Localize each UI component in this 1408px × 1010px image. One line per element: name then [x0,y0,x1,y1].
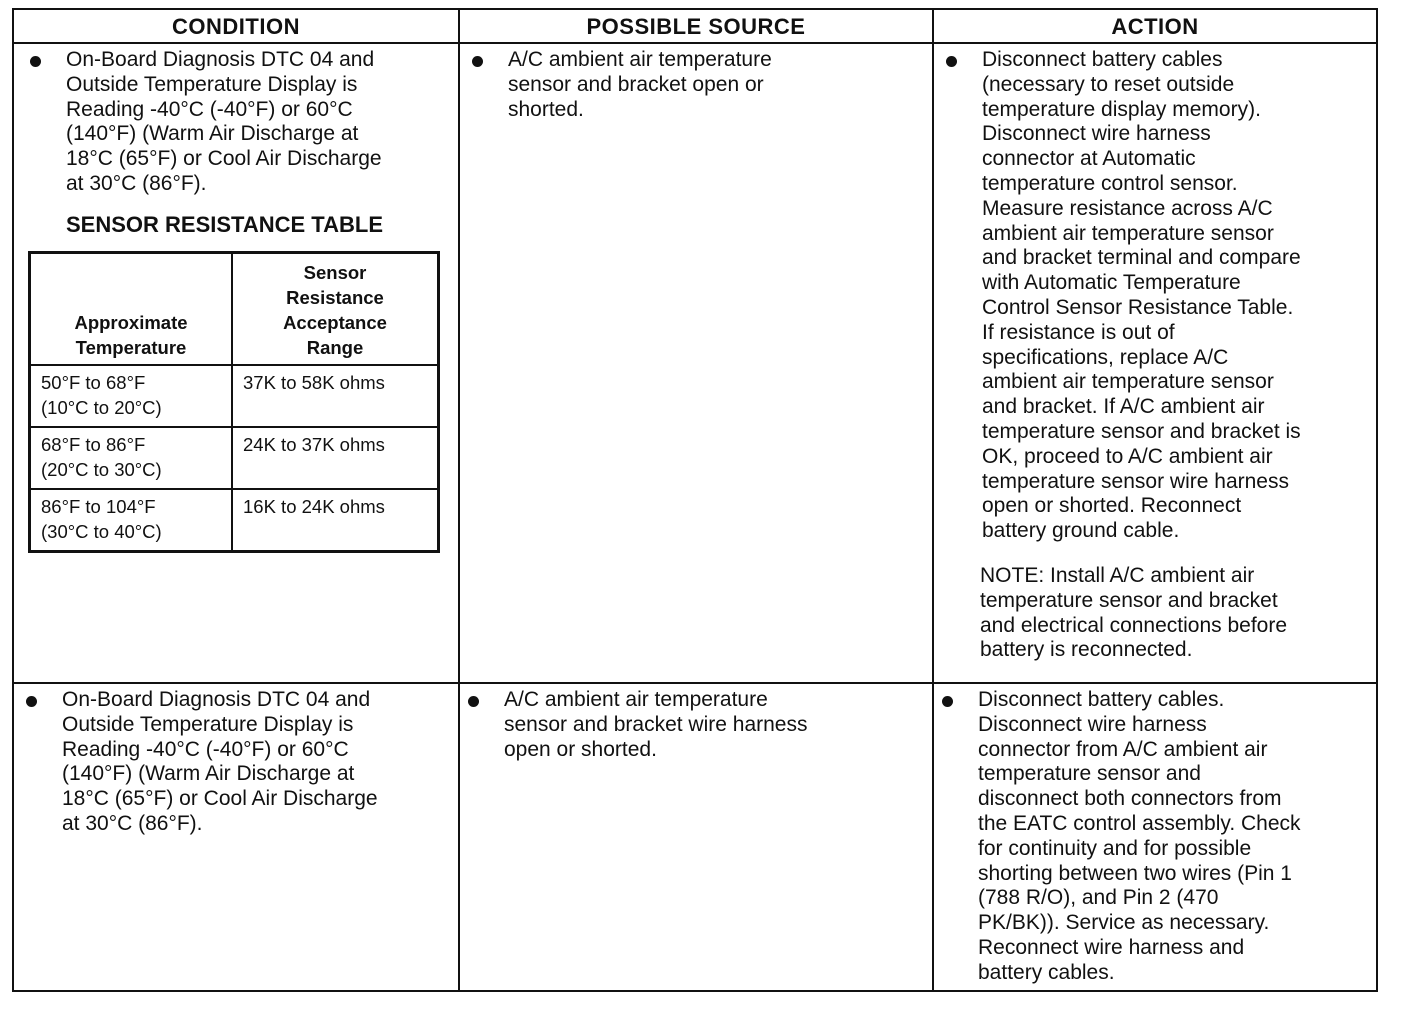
row2-condition: On-Board Diagnosis DTC 04 and Outside Temperature Display is Reading -40°C (-40°F) or 60°C (140°F) (Warm Air Discharge at 18°C (65°F) or Cool Air Discharge at 30°C (86°F). [62,688,378,835]
troubleshooting-table [12,8,1378,992]
bullet-icon [946,56,957,67]
header-condition: CONDITION [172,14,300,39]
resistance-table-title: SENSOR RESISTANCE TABLE [66,212,383,237]
temp-cell: 50°F to 68°F (10°C to 20°C) [30,365,233,427]
row-divider [14,682,1376,684]
col-approximate-temperature: Approximate Temperature [30,253,233,366]
row2-possible-source: A/C ambient air temperature sensor and bracket wire harness open or shorted. [504,688,808,761]
column-divider [458,10,460,990]
col-resistance-range: Sensor Resistance Acceptance Range [232,253,439,366]
row2-action: Disconnect battery cables. Disconnect wire harness connector from A/C ambient air temperature sensor and disconnect both connectors from the EATC control assembly. Check for continuity and for possible shorting between two wires (Pin 1 (788 R/O), and Pin 2 (470 PK/BK)). Service as necessary. Reconnect wire harness and battery cables. [978,688,1301,984]
bullet-icon [472,56,483,67]
sensor-resistance-table [28,251,440,553]
header-action: ACTION [1111,14,1199,39]
table-header-row [30,253,439,366]
row1-condition: On-Board Diagnosis DTC 04 and Outside Temperature Display is Reading -40°C (-40°F) or 60°C (140°F) (Warm Air Discharge at 18°C (65°F) or Cool Air Discharge at 30°C (86°F). [66,48,382,195]
row1-possible-source: A/C ambient air temperature sensor and bracket open or shorted. [508,48,772,121]
range-cell: 37K to 58K ohms [232,365,439,427]
range-cell: 24K to 37K ohms [232,427,439,489]
bullet-icon [468,696,479,707]
header-possible-source: POSSIBLE SOURCE [586,14,806,39]
range-cell: 16K to 24K ohms [232,489,439,551]
table-row [30,427,439,489]
column-divider [932,10,934,990]
temp-cell: 68°F to 86°F (20°C to 30°C) [30,427,233,489]
bullet-icon [942,696,953,707]
temp-cell: 86°F to 104°F (30°C to 40°C) [30,489,233,551]
row1-note: NOTE: Install A/C ambient air temperature sensor and bracket and electrical connections before battery is reconnected. [980,564,1288,662]
table-row [30,489,439,551]
row1-action: Disconnect battery cables (necessary to reset outside temperature display memory). Disconnect wire harness connector at Automatic temperature control sensor. Measure resistance across A/C ambient air temperature sensor and bracket terminal and compare with Automatic Temperature Control Sensor Resistance Table. If resistance is out of specifications, replace A/C ambient air temperature sensor and bracket. If A/C ambient air temperature sensor and bracket is OK, proceed to A/C ambient air temperature sensor wire harness open or shorted. Reconnect battery ground cable. [982,48,1301,543]
bullet-icon [30,56,41,67]
bullet-icon [26,696,37,707]
table-row [30,365,439,427]
